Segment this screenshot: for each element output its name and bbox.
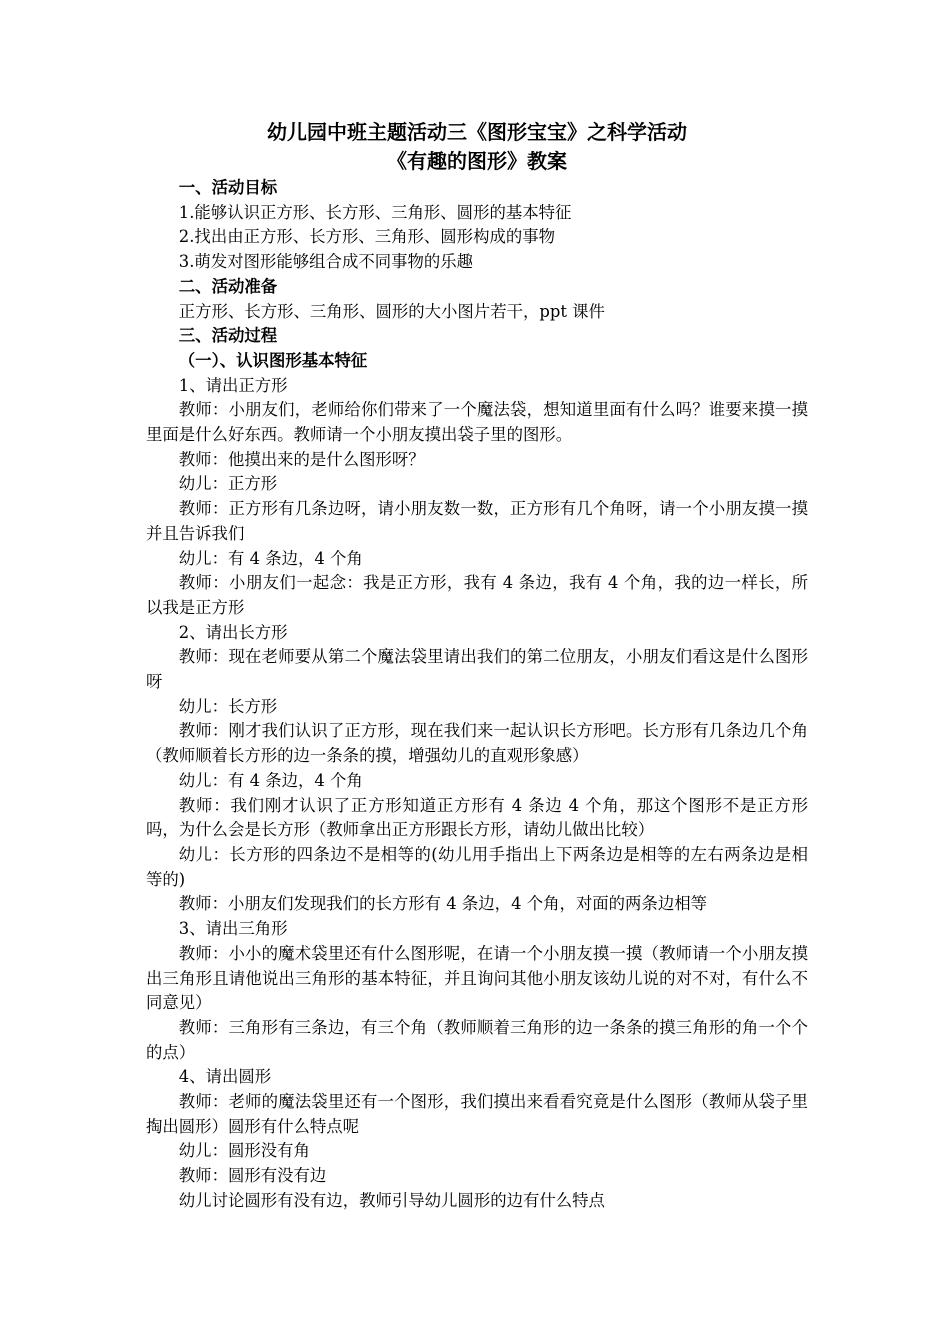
paragraph: 教师：现在老师要从第二个魔法袋里请出我们的第二位朋友，小朋友们看这是什么图形呀	[146, 647, 808, 692]
section-heading: 二、活动准备	[178, 276, 278, 296]
section-heading: 一、活动目标	[178, 178, 278, 197]
paragraph: 教师：小小的魔术袋里还有什么图形呢，在请一个小朋友摸一摸（教师请一个小朋友摸出三角形且请他说出三角形的基本特征，并且询问其他小朋友该幼儿说的对不对，有什么不同意见）	[146, 943, 808, 1013]
document-body	[146, 118, 808, 1214]
paragraph: 正方形、长方形、三角形、圆形的大小图片若干，ppt 课件	[178, 301, 605, 321]
paragraph: 教师：老师的魔法袋里还有一个图形，我们摸出来看看究竟是什么图形（教师从袋子里掏出圆形）圆形有什么特点呢	[146, 1092, 808, 1136]
paragraph: 教师：圆形有没有边	[178, 1166, 327, 1186]
paragraph: 教师：三角形有三条边，有三个角（教师顺着三角形的边一条条的摸三角形的角一个个的点）	[146, 1017, 808, 1062]
section-heading: （一）、认识图形基本特征	[178, 350, 368, 370]
section-heading: 三、活动过程	[178, 326, 278, 346]
paragraph: 幼儿：正方形	[178, 474, 278, 494]
paragraph: 教师：我们刚才认识了正方形知道正方形有 4 条边 4 个角，那这个图形不是正方形吗，为什么会是长方形（教师拿出正方形跟长方形，请幼儿做出比较）	[146, 795, 808, 840]
paragraph: 教师：小朋友们一起念：我是正方形，我有 4 条边，我有 4 个角，我的边一样长，所以我是正方形	[146, 573, 808, 617]
document-title-line-2: 《有趣的图形》教案	[387, 149, 567, 173]
paragraph: 3、请出三角形	[178, 919, 288, 939]
paragraph: 幼儿：有 4 条边，4 个角	[178, 770, 363, 790]
paragraph: 幼儿：长方形	[178, 696, 278, 716]
paragraph: 3.萌发对图形能够组合成不同事物的乐趣	[178, 252, 474, 272]
paragraph: 1.能够认识正方形、长方形、三角形、圆形的基本特征	[178, 202, 572, 222]
paragraph: 幼儿：圆形没有角	[178, 1141, 310, 1161]
paragraph-list	[146, 176, 808, 1214]
paragraph: 教师：正方形有几条边呀，请小朋友数一数，正方形有几个角呀，请一个小朋友摸一摸并且告诉我们	[146, 499, 808, 543]
paragraph: 教师：小朋友们，老师给你们带来了一个魔法袋，想知道里面有什么吗？谁要来摸一摸里面是什么好东西。教师请一个小朋友摸出袋子里的图形。	[146, 400, 808, 445]
paragraph: 幼儿：有 4 条边，4 个角	[178, 548, 363, 568]
paragraph: 2.找出由正方形、长方形、三角形、圆形构成的事物	[178, 227, 556, 247]
paragraph: 4、请出圆形	[178, 1067, 272, 1087]
paragraph: 2、请出长方形	[178, 622, 288, 642]
paragraph: 教师：小朋友们发现我们的长方形有 4 条边，4 个角，对面的两条边相等	[178, 894, 708, 914]
paragraph: 1、请出正方形	[178, 375, 288, 395]
paragraph: 幼儿：长方形的四条边不是相等的(幼儿用手指出上下两条边是相等的左右两条边是相等的)	[146, 844, 808, 889]
document-title-line-1: 幼儿园中班主题活动三《图形宝宝》之科学活动	[267, 120, 687, 144]
paragraph: 教师：刚才我们认识了正方形，现在我们来一起认识长方形吧。长方形有几条边几个角（教师顺着长方形的边一条条的摸，增强幼儿的直观形象感）	[146, 721, 808, 766]
paragraph: 幼儿讨论圆形有没有边，教师引导幼儿圆形的边有什么特点	[178, 1190, 605, 1210]
paragraph: 教师：他摸出来的是什么图形呀？	[178, 449, 425, 469]
